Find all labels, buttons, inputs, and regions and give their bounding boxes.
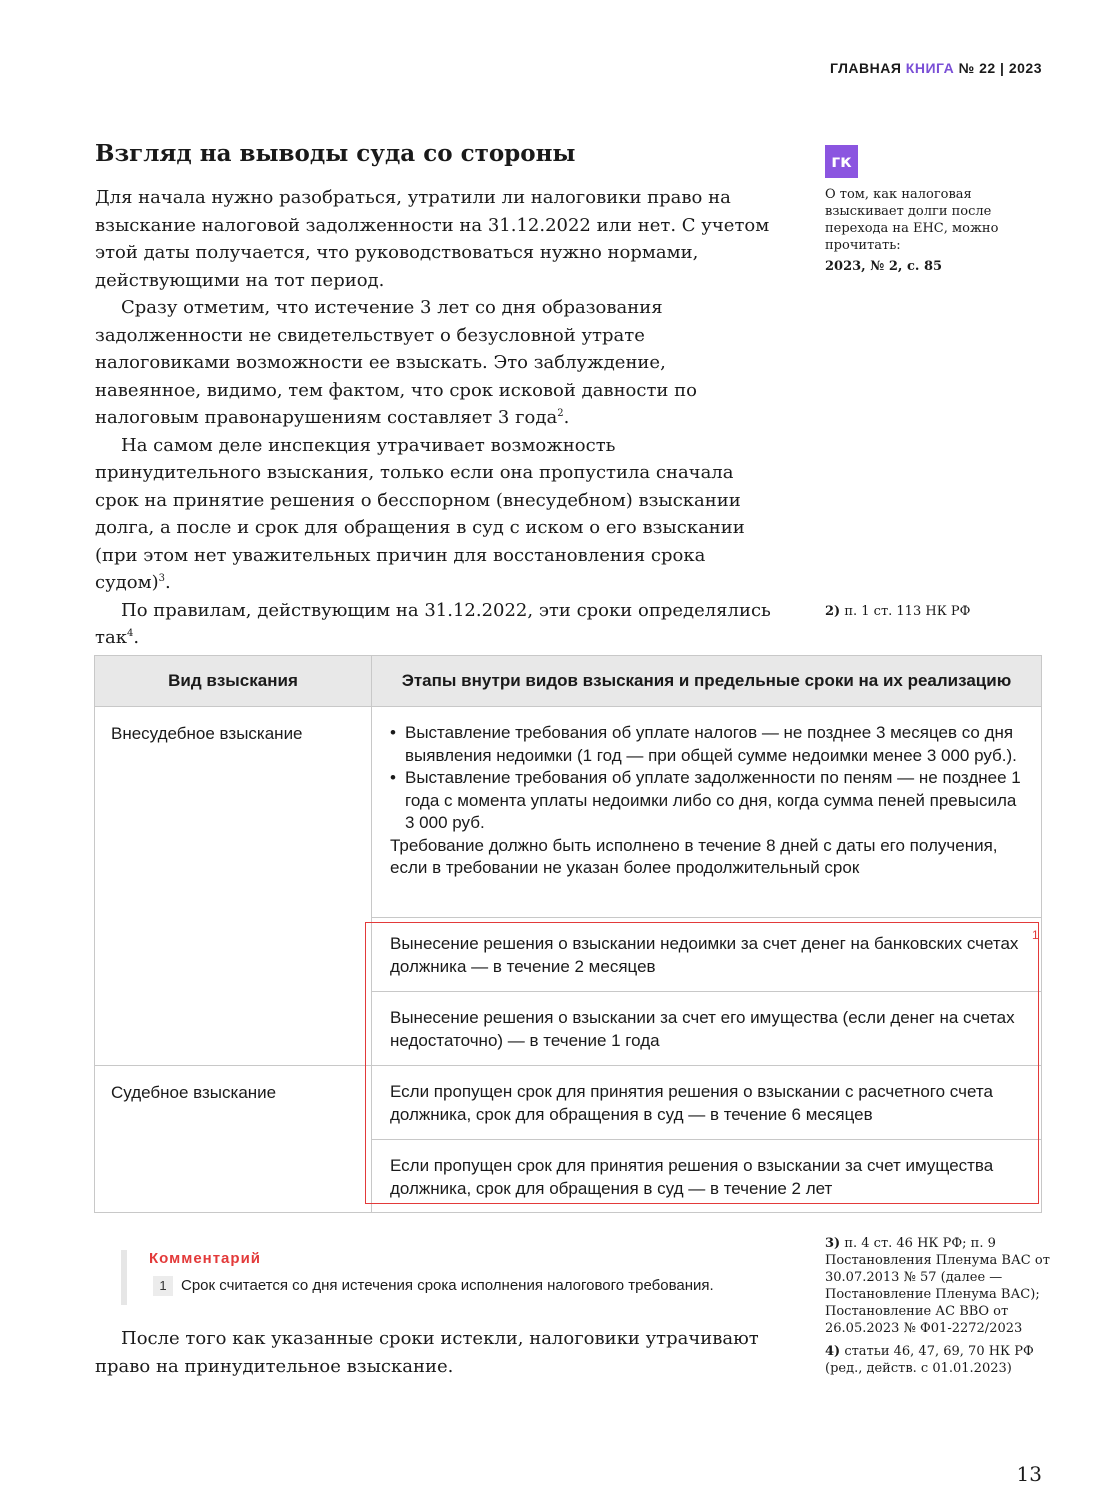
- header-accent: КНИГА: [905, 60, 955, 76]
- footnote-3: [825, 1235, 1050, 1337]
- footnote-ref-4: 4: [126, 628, 134, 639]
- footnote-4-text: статьи 46, 47, 69, 70 НК РФ (ред., действ. с 01.01.2023): [825, 1344, 1034, 1376]
- final-paragraph: После того как указанные сроки истекли, налоговики утрачивают право на принудительное взыскание.: [95, 1328, 759, 1377]
- footnote-2-num: 2): [825, 604, 841, 619]
- comment-number: 1: [153, 1276, 173, 1296]
- table-header-kind: Вид взыскания: [95, 656, 372, 707]
- gk-logo-icon: гк: [825, 145, 858, 178]
- running-header: [830, 60, 1042, 76]
- footnote-ref-3: 3: [158, 573, 165, 584]
- footnote-3-num: 3): [825, 1236, 841, 1251]
- final-text: [95, 1325, 775, 1380]
- header-issue: № 22 | 2023: [958, 60, 1042, 76]
- stage-bank-accounts: Вынесение решения о взыскании недоимки за счет денег на банковских счетах должника — в течение 2 месяцев: [372, 918, 1042, 992]
- paragraph-2: Сразу отметим, что истечение 3 лет со дня образования задолженности не свидетельствует о безусловной утрате налоговиками возможности ее взыскать. Это заблуждение, навеянное, видимо, тем фактом, что срок исковой давности по налоговым правонарушениям составляет 3 года$^2$.: [95, 297, 697, 428]
- header-main: ГЛАВНАЯ: [829, 60, 902, 76]
- stage-requirements: [372, 707, 1042, 918]
- comment-block: [121, 1250, 787, 1305]
- bullet-item: • Выставление требования об уплате задолженности по пеням — не позднее 1 года с момента уплаты недоимки либо со дня, когда сумма пеней превысила 3 000 руб.: [390, 768, 1021, 832]
- sidebar-note-text: О том, как налоговая взыскивает долги после перехода на ЕНС, можно прочитать:: [825, 187, 999, 253]
- kind-extrajudicial: Внесудебное взыскание: [95, 707, 372, 1066]
- page-number: 13: [1016, 1462, 1042, 1486]
- section-title: Взгляд на выводы суда со стороны: [95, 140, 576, 167]
- footnote-4-num: 4): [825, 1344, 841, 1359]
- stage-property: Вынесение решения о взыскании за счет его имущества (если денег на счетах недостаточно) — в течение 1 года: [372, 992, 1042, 1066]
- bullet-item: • Выставление требования об уплате налогов — не позднее 3 месяцев со дня выявления недоимки (1 год — при общей сумме недоимки менее 3 000 руб.).: [390, 723, 1017, 765]
- stage-court-6-months: Если пропущен срок для принятия решения о взыскании с расчетного счета должника, срок для обращения в суд — в течение 6 месяцев: [372, 1066, 1042, 1140]
- paragraph-1: Для начала нужно разобраться, утратили ли налоговики право на взыскание налоговой задолженности на 31.12.2022 или нет. С учетом этой даты получается, что руководствоваться нужно нормами, действующими на тот период.: [95, 187, 770, 291]
- paragraph-4: По правилам, действующим на 31.12.2022, эти сроки определялись так$^4$.: [95, 599, 771, 648]
- body-text: [95, 184, 775, 652]
- sidebar-note: [825, 186, 1050, 275]
- footnote-2: [825, 603, 1050, 620]
- highlight-marker: 1: [1032, 928, 1039, 942]
- terms-table: [94, 655, 1042, 1213]
- footnote-3-text: п. 4 ст. 46 НК РФ; п. 9 Постановления Пленума ВАС от 30.07.2013 № 57 (далее — Постановление Пленума ВАС); Постановление АС ВВО от 26.05.2023 № Ф01-2272/2023: [825, 1236, 1050, 1336]
- requirement-note: Требование должно быть исполнено в течение 8 дней с даты его получения, если в требовании не указан более продолжительный срок: [390, 835, 998, 877]
- stage-court-2-years: Если пропущен срок для принятия решения о взыскании за счет имущества должника, срок для обращения в суд — в течение 2 лет: [372, 1140, 1042, 1213]
- paragraph-3: На самом деле инспекция утрачивает возможность принудительного взыскания, только если она пропустила сначала срок на принятие решения о бесспорном (внесудебном) взыскании долга, а после и срок для обращения в суд с иском о его взыскании (при этом нет уважительных причин для восстановления срока судом)$^3$.: [95, 434, 745, 593]
- table-header-stages: Этапы внутри видов взыскания и предельные сроки на их реализацию: [372, 656, 1042, 707]
- comment-title: Комментарий: [149, 1250, 262, 1267]
- kind-judicial: Судебное взыскание: [95, 1066, 372, 1213]
- comment-text: Срок считается со дня истечения срока исполнения налогового требования.: [181, 1277, 714, 1294]
- sidebar-note-ref: 2023, № 2, с. 85: [825, 259, 943, 274]
- footnote-2-text: п. 1 ст. 113 НК РФ: [840, 604, 971, 619]
- footnote-ref-2: 2: [557, 408, 564, 419]
- footnote-4: [825, 1343, 1050, 1377]
